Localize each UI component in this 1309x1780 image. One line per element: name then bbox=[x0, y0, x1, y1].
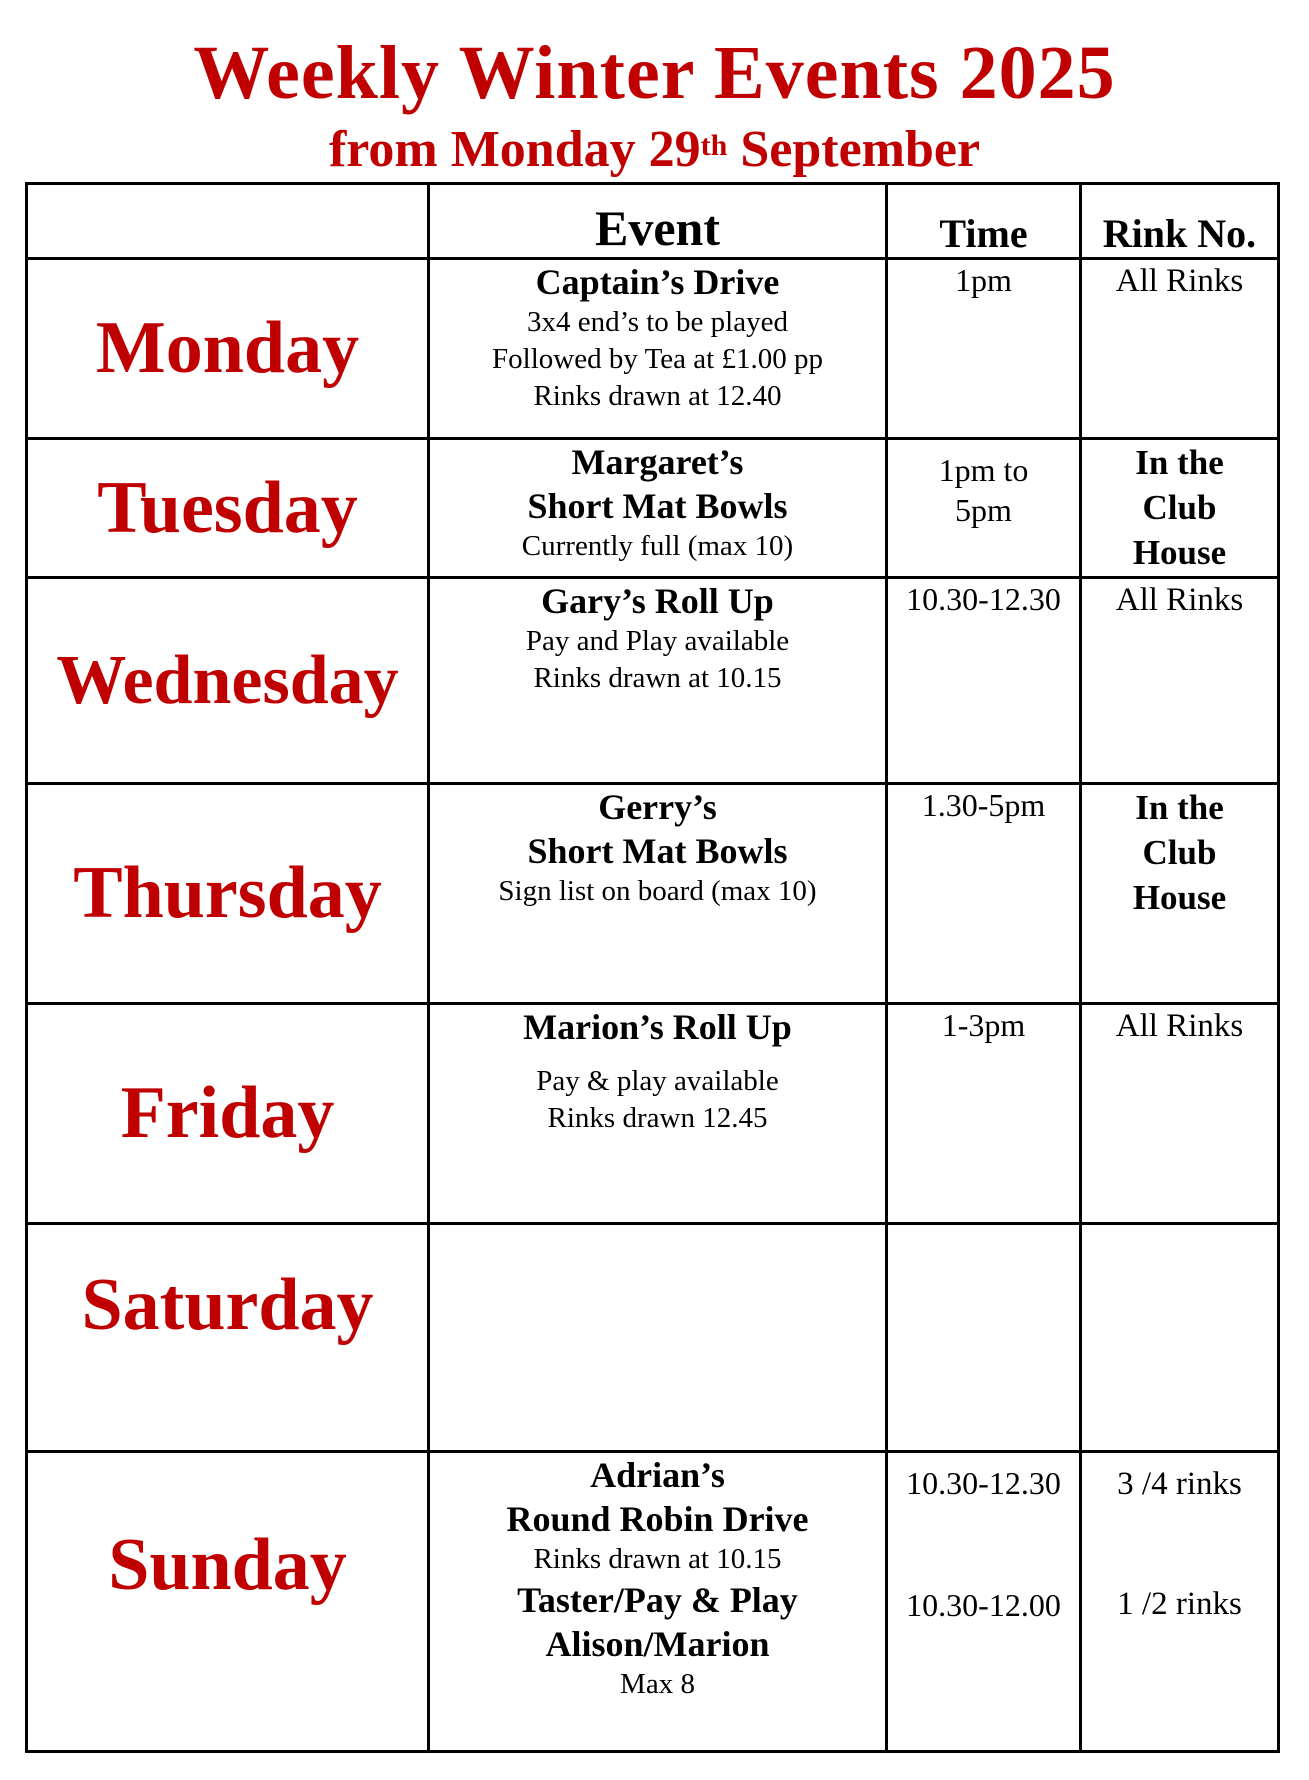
event-saturday bbox=[429, 1224, 887, 1452]
event-title: Gerry’s bbox=[598, 787, 717, 827]
row-saturday bbox=[27, 1224, 1279, 1452]
subtitle-ordinal: th bbox=[700, 129, 728, 162]
rink-wednesday: All Rinks bbox=[1081, 578, 1279, 784]
event-detail: Rinks drawn at 10.15 bbox=[533, 1543, 782, 1575]
event-title: Captain’s Drive bbox=[535, 262, 780, 302]
event-friday bbox=[429, 1004, 887, 1224]
rink-friday: All Rinks bbox=[1081, 1004, 1279, 1224]
rink-monday: All Rinks bbox=[1081, 259, 1279, 439]
rink-line: In the bbox=[1135, 443, 1224, 482]
rink-line: House bbox=[1132, 533, 1227, 572]
event-detail: Max 8 bbox=[620, 1668, 695, 1700]
event-detail: Rinks drawn at 10.15 bbox=[533, 662, 782, 694]
time-wednesday: 10.30-12.30 bbox=[887, 578, 1081, 784]
subtitle-text: from Monday 29 bbox=[328, 121, 701, 178]
event-detail: Sign list on board (max 10) bbox=[498, 875, 817, 907]
page-title: Weekly Winter Events 2025 bbox=[193, 31, 1116, 115]
rink-line: 1 /2 rinks bbox=[1117, 1586, 1242, 1622]
event-thursday bbox=[429, 784, 887, 1004]
time-monday: 1pm bbox=[887, 259, 1081, 439]
time-thursday: 1.30-5pm bbox=[887, 784, 1081, 1004]
day-friday: Friday bbox=[27, 1004, 429, 1224]
time-line: 5pm bbox=[955, 492, 1012, 528]
event-title: Margaret’s bbox=[571, 442, 744, 482]
time-sunday bbox=[887, 1452, 1081, 1752]
event-title: Taster/Pay & Play bbox=[517, 1580, 798, 1620]
rink-line: In the bbox=[1135, 788, 1224, 827]
event-detail: Followed by Tea at £1.00 pp bbox=[492, 343, 823, 375]
rink-line: Club bbox=[1142, 833, 1217, 872]
day-monday: Monday bbox=[27, 259, 429, 439]
time-line: 1pm to bbox=[938, 452, 1029, 488]
event-title: Adrian’s bbox=[590, 1455, 725, 1495]
event-title: Round Robin Drive bbox=[506, 1499, 809, 1539]
day-saturday: Saturday bbox=[27, 1224, 429, 1452]
event-detail: Pay & play available bbox=[536, 1065, 779, 1097]
row-sunday bbox=[27, 1452, 1279, 1752]
event-detail: Pay and Play available bbox=[525, 625, 790, 657]
row-wednesday bbox=[27, 578, 1279, 784]
page-subtitle bbox=[0, 118, 1309, 182]
rink-sunday bbox=[1081, 1452, 1279, 1752]
event-title: Alison/Marion bbox=[545, 1624, 770, 1664]
header-event: Event bbox=[429, 184, 887, 259]
header-time: Time bbox=[887, 184, 1081, 259]
row-monday bbox=[27, 259, 1279, 439]
spacer bbox=[430, 1049, 885, 1063]
time-line: 10.30-12.30 bbox=[906, 1465, 1061, 1501]
row-friday bbox=[27, 1004, 1279, 1224]
event-title: Marion’s Roll Up bbox=[523, 1007, 792, 1047]
event-title: Gary’s Roll Up bbox=[541, 581, 774, 621]
event-monday bbox=[429, 259, 887, 439]
rink-thursday bbox=[1081, 784, 1279, 1004]
row-thursday bbox=[27, 784, 1279, 1004]
event-sunday bbox=[429, 1452, 887, 1752]
time-line: 10.30-12.00 bbox=[906, 1587, 1061, 1623]
row-tuesday bbox=[27, 439, 1279, 578]
event-detail: Currently full (max 10) bbox=[521, 530, 794, 562]
event-title: Short Mat Bowls bbox=[527, 486, 788, 526]
rink-saturday bbox=[1081, 1224, 1279, 1452]
time-tuesday bbox=[887, 439, 1081, 578]
time-saturday bbox=[887, 1224, 1081, 1452]
day-sunday: Sunday bbox=[27, 1452, 429, 1752]
event-detail: 3x4 end’s to be played bbox=[527, 306, 788, 338]
header-day bbox=[27, 184, 429, 259]
event-detail: Rinks drawn 12.45 bbox=[547, 1102, 768, 1134]
rink-tuesday bbox=[1081, 439, 1279, 578]
rink-line: 3 /4 rinks bbox=[1117, 1466, 1242, 1502]
header-rink: Rink No. bbox=[1081, 184, 1279, 259]
schedule-table bbox=[25, 182, 1280, 1753]
day-wednesday: Wednesday bbox=[27, 578, 429, 784]
rink-line: House bbox=[1132, 878, 1227, 917]
day-tuesday: Tuesday bbox=[27, 439, 429, 578]
event-wednesday bbox=[429, 578, 887, 784]
day-thursday: Thursday bbox=[27, 784, 429, 1004]
rink-line: Club bbox=[1142, 488, 1217, 527]
time-friday: 1-3pm bbox=[887, 1004, 1081, 1224]
event-detail: Rinks drawn at 12.40 bbox=[533, 380, 782, 412]
event-title: Short Mat Bowls bbox=[527, 831, 788, 871]
event-tuesday bbox=[429, 439, 887, 578]
subtitle-month: September bbox=[727, 121, 981, 178]
header-row bbox=[27, 184, 1279, 259]
